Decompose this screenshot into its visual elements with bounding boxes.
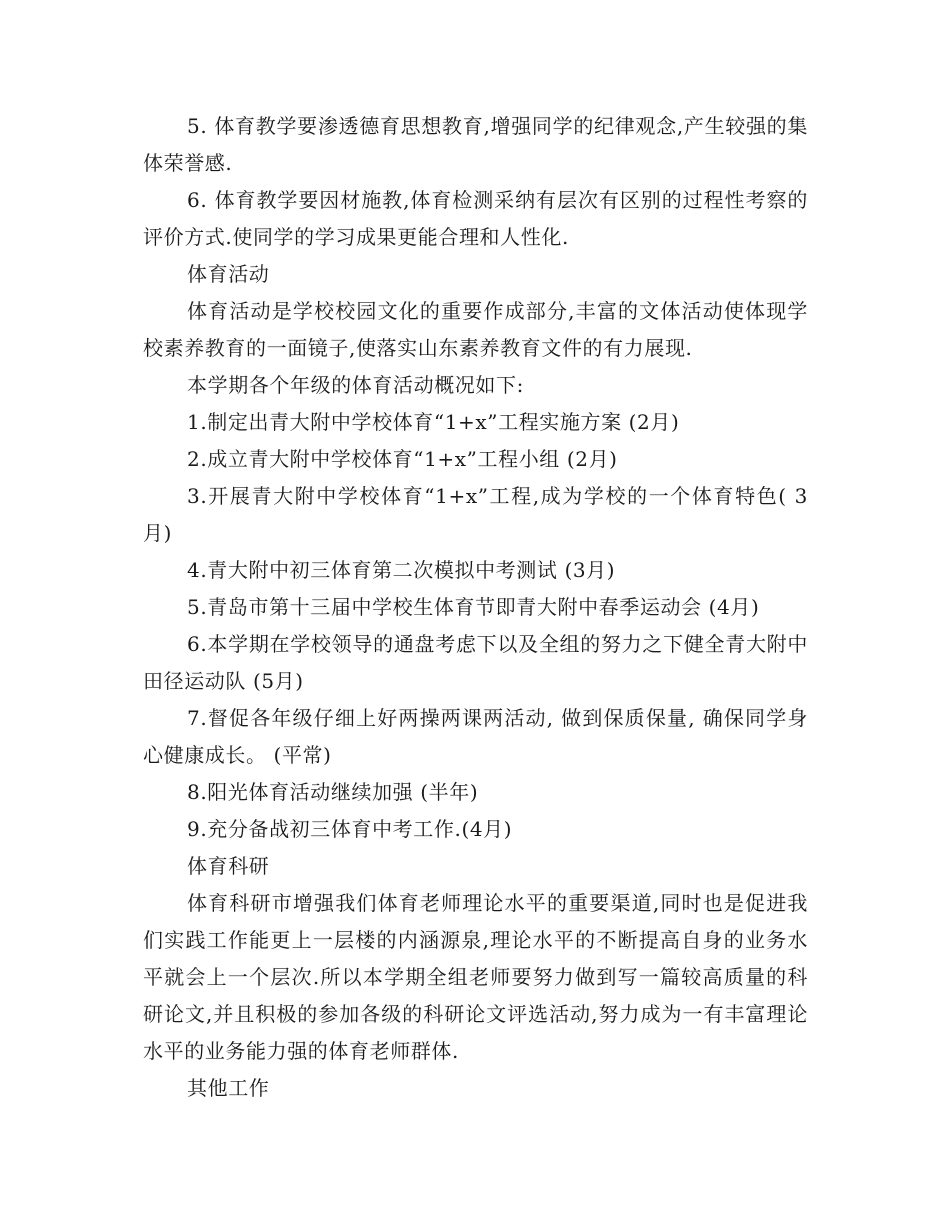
paragraph-sports-activities-intro: 体育活动是学校校园文化的重要作成部分,丰富的文体活动使体现学校素养教育的一面镜子,使落实山东素养教育文件的有力展现. — [143, 299, 808, 360]
paragraph-item-5: 5. 体育教学要渗透德育思想教育,增强同学的纪律观念,产生较强的集体荣誉感. — [143, 114, 808, 175]
paragraph-sports-research: 体育科研市增强我们体育老师理论水平的重要渠道,同时也是促进我们实践工作能更上一层楼的内涵源泉,理论水平的不断提高自身的业务水平就会上一个层次.所以本学期全组老师要努力做到写一篇较高质量的科研论文,并且积极的参加各级的科研论文评选活动,努力成为一有丰富理论水平的业务能力强的体育老师群体. — [143, 891, 808, 1063]
list-item-activity-4: 4.青大附中初三体育第二次模拟中考测试 (3月) — [187, 558, 616, 582]
paragraph-activities-overview: 本学期各个年级的体育活动概况如下: — [187, 373, 524, 397]
document-body — [143, 108, 808, 1107]
list-item-activity-1: 1.制定出青大附中学校体育“1+x”工程实施方案 (2月) — [187, 410, 680, 434]
section-heading-other-work: 其他工作 — [187, 1076, 270, 1100]
list-item-activity-3: 3.开展青大附中学校体育“1+x”工程,成为学校的一个体育特色( 3月) — [143, 484, 808, 545]
section-heading-sports-research: 体育科研 — [187, 854, 270, 878]
list-item-activity-8: 8.阳光体育活动继续加强 (半年) — [187, 780, 479, 804]
list-item-activity-6: 6.本学期在学校领导的通盘考虑下以及全组的努力之下健全青大附中田径运动队 (5月) — [143, 632, 808, 693]
paragraph-item-6: 6. 体育教学要因材施教,体育检测采纳有层次有区别的过程性考察的评价方式.使同学的学习成果更能合理和人性化. — [143, 188, 808, 249]
list-item-activity-2: 2.成立青大附中学校体育“1+x”工程小组 (2月) — [187, 447, 618, 471]
list-item-activity-7: 7.督促各年级仔细上好两操两课两活动, 做到保质保量, 确保同学身心健康成长。 (平常) — [143, 706, 808, 767]
list-item-activity-9: 9.充分备战初三体育中考工作.(4月) — [187, 817, 513, 841]
list-item-activity-5: 5.青岛市第十三届中学校生体育节即青大附中春季运动会 (4月) — [187, 595, 760, 619]
section-heading-sports-activities: 体育活动 — [187, 262, 270, 286]
